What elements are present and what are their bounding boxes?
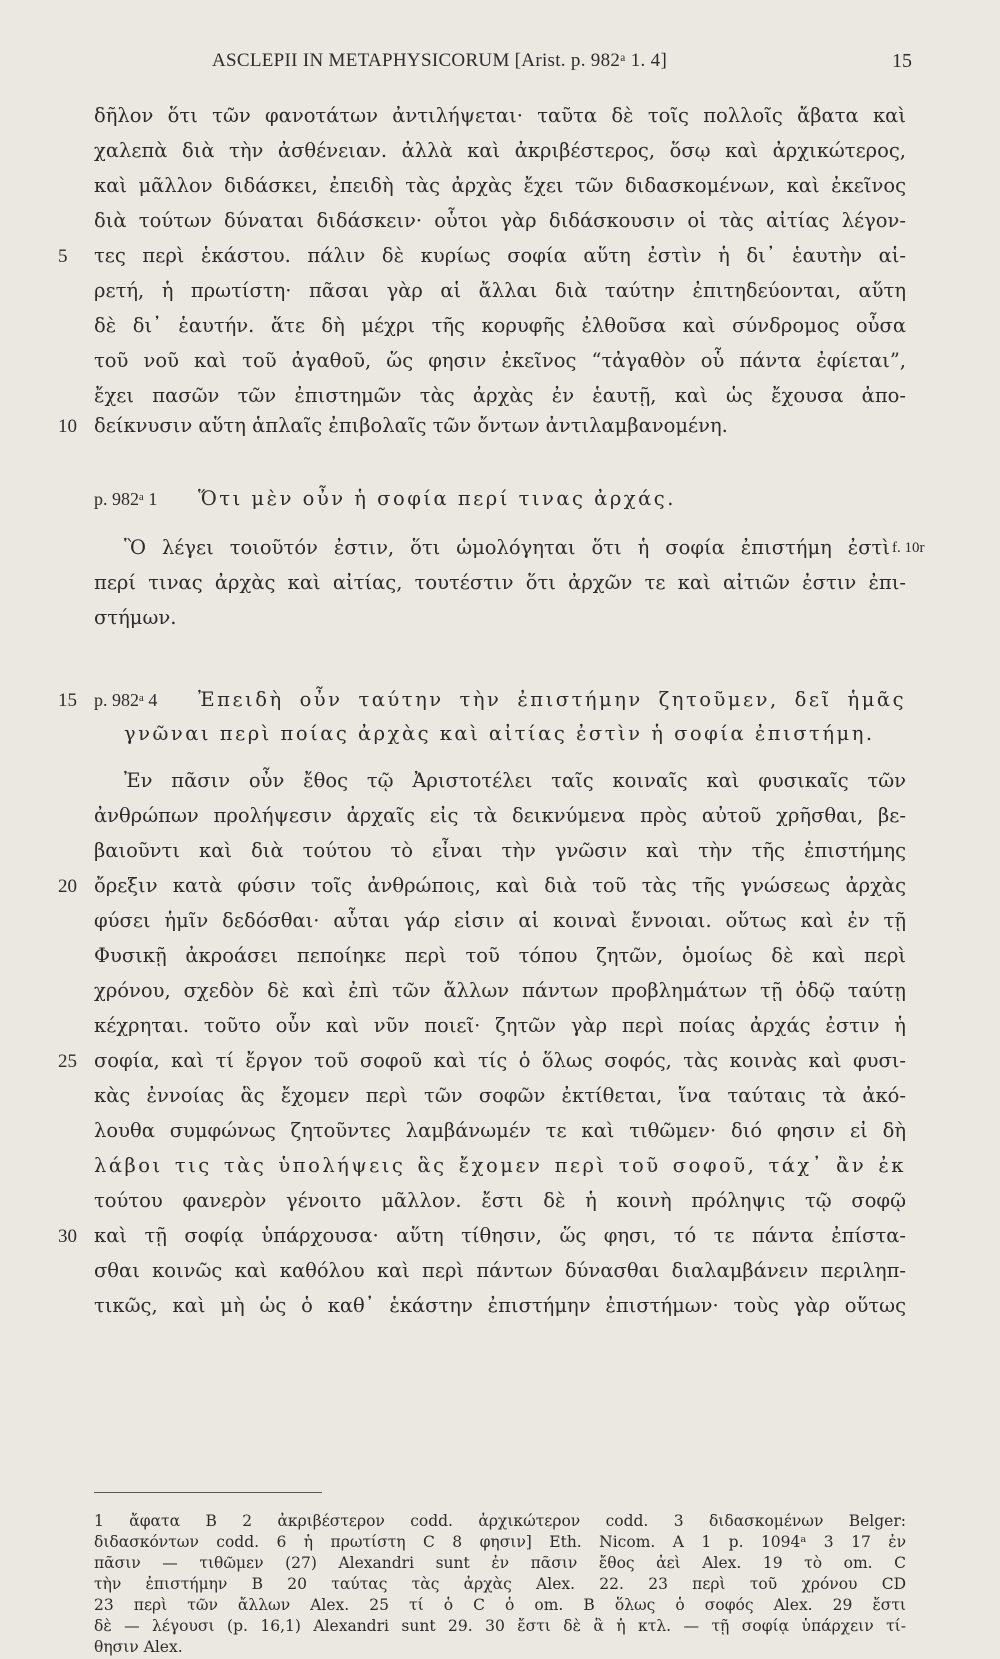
text-line-12: Ὃ λέγει τοιοῦτόν ἐστιν, ὅτι ὡμολόγηται ὅτι ἡ σοφία ἐπιστήμη ἐστὶ <box>124 536 890 559</box>
text-line-20: ὄρεξιν κατὰ φύσιν τοῖς ἀνθρώποις, καὶ διὰ τοῦ τὰς τῆς γνώσεως ἀρχὰς <box>94 874 906 897</box>
line-number-10: 10 <box>58 416 77 437</box>
lemma-1: Ὅτι μὲν οὖν ἡ σοφία περί τινας ἀρχάς. <box>198 487 676 510</box>
text-line-22: Φυσικῇ ἀκροάσει πεποίηκε περὶ τοῦ τόπου ζητῶν, ὁμοίως δὲ καὶ περὶ <box>94 944 906 967</box>
text-line-1: δῆλον ὅτι τῶν φανοτάτων ἀντιλήψεται· ταῦτα δὲ τοῖς πολλοῖς ἄβατα καὶ <box>94 104 906 127</box>
line-number-25: 25 <box>58 1051 77 1072</box>
text-line-9: ἔχει πασῶν τῶν ἐπιστημῶν τὰς ἀρχὰς ἐν ἑαυτῇ, καὶ ὡς ἔχουσα ἀπο- <box>94 384 906 407</box>
line-number-20: 20 <box>58 876 77 897</box>
text-line-32: τικῶς, καὶ μὴ ὡς ὁ καθ᾽ ἑκάστην ἐπιστήμην ἐπιστήμων· τοὺς γὰρ οὕτως <box>94 1294 906 1317</box>
footnote-line-5: 23 περὶ τῶν ἄλλων Alex. 25 τί ὁ C ὁ om. B ὅλως ὁ σοφός Alex. 29 ἔστι <box>94 1596 906 1614</box>
text-line-17: Ἐν πᾶσιν οὖν ἔθος τῷ Ἀριστοτέλει ταῖς κοιναῖς καὶ φυσικαῖς τῶν <box>124 769 906 792</box>
text-line-26: κὰς ἐννοίας ἃς ἔχομεν περὶ τῶν σοφῶν ἐκτίθεται, ἵνα ταύταις τὰ ἀκό- <box>94 1084 906 1107</box>
text-line-5: τες περὶ ἑκάστου. πάλιν δὲ κυρίως σοφία αὕτη ἐστὶν ἡ δι᾽ ἑαυτὴν αἱ- <box>94 244 906 267</box>
footnote-line-4: τὴν ἐπιστήμην B 20 ταύτας τὰς ἀρχὰς Alex. 22. 23 περὶ τοῦ χρόνου CD <box>94 1575 906 1593</box>
text-line-3: καὶ μᾶλλον διδάσκει, ἐπειδὴ τὰς ἀρχὰς ἔχει τῶν διδασκομένων, καὶ ἐκεῖνος <box>94 174 906 197</box>
text-line-21: φύσει ἡμῖν δεδόσθαι· αὗται γάρ εἰσιν αἱ κοιναὶ ἔννοιαι. οὕτως καὶ ἐν τῇ <box>94 909 906 932</box>
text-line-19: βαιοῦντι καὶ διὰ τούτου τὸ εἶναι τὴν γνῶσιν καὶ τὴν τῆς ἐπιστήμης <box>94 839 906 862</box>
text-line-29: τούτου φανερὸν γένοιτο μᾶλλον. ἔστι δὲ ἡ κοινὴ πρόληψις τῷ σοφῷ <box>94 1189 906 1212</box>
text-line-7: δὲ δι᾽ ἑαυτήν. ἅτε δὴ μέχρι τῆς κορυφῆς ἐλθοῦσα καὶ σύνδρομος οὖσα <box>94 314 906 337</box>
footnote-line-6: δὲ — λέγουσι (p. 16,1) Alexandri sunt 29. 30 ἔστι δὲ ἃ ἡ κτλ. — τῇ σοφίᾳ ὑπάρχειν τί- <box>94 1617 906 1635</box>
page-header <box>0 50 1000 80</box>
footnote-line-3: πᾶσιν — τιθῶμεν (27) Alexandri sunt ἐν πᾶσιν ἔθος ἀεὶ Alex. 19 τὸ om. C <box>94 1554 906 1572</box>
footnote-line-7: θησιν Alex. <box>94 1638 183 1656</box>
text-line-14: στήμων. <box>94 606 177 629</box>
running-head: ASCLEPII IN METAPHYSICORUM [Arist. p. 982ᵃ 1. 4] <box>212 50 668 71</box>
line-number-15: 15 <box>58 690 77 711</box>
footnote-line-2: διδασκόντων codd. 6 ἡ πρωτίστη C 8 φησιν] Eth. Nicom. A 1 p. 1094ᵃ 3 17 ἐν <box>94 1533 906 1551</box>
page-number: 15 <box>892 50 912 72</box>
lemma-2-line-2: γνῶναι περὶ ποίας ἀρχὰς καὶ αἰτίας ἐστὶν ἡ σοφία ἐπιστήμη. <box>124 722 875 745</box>
text-line-27: λουθα συμφώνως ζητοῦντες λαμβάνωμέν τε καὶ τιθῶμεν· διό φησιν εἰ δὴ <box>94 1119 906 1142</box>
line-number-5: 5 <box>58 246 68 267</box>
text-line-10: δείκνυσιν αὕτη ἁπλαῖς ἐπιβολαῖς τῶν ὄντων ἀντιλαμβανομένη. <box>94 414 728 437</box>
text-line-31: σθαι κοινῶς καὶ καθόλου καὶ περὶ πάντων δύνασθαι διαλαμβάνειν περιληπ- <box>94 1259 906 1282</box>
text-line-23: χρόνου, σχεδὸν δὲ καὶ ἐπὶ τῶν ἄλλων πάντων προβλημάτων τῇ ὁδῷ ταύτῃ <box>94 979 906 1002</box>
text-line-25: σοφία, καὶ τί ἔργον τοῦ σοφοῦ καὶ τίς ὁ ὅλως σοφός, τὰς κοινὰς καὶ φυσι- <box>94 1049 906 1072</box>
text-line-13: περί τινας ἀρχὰς καὶ αἰτίας, τουτέστιν ὅτι ἀρχῶν τε καὶ αἰτιῶν ἐστιν ἐπι- <box>94 571 906 594</box>
text-line-28: λάβοι τις τὰς ὑπολήψεις ἃς ἔχομεν περὶ τοῦ σοφοῦ, τάχ᾽ ἂν ἐκ <box>94 1154 906 1177</box>
margin-ref-2: p. 982ᵃ 4 <box>94 690 158 710</box>
text-line-30: καὶ τῇ σοφίᾳ ὑπάρχουσα· αὕτη τίθησιν, ὥς φησι, τό τε πάντα ἐπίστα- <box>94 1224 906 1247</box>
text-line-4: διὰ τούτων δύναται διδάσκειν· οὗτοι γὰρ διδάσκουσιν οἱ τὰς αἰτίας λέγον- <box>94 209 906 232</box>
margin-ref-1: p. 982ᵃ 1 <box>94 489 158 509</box>
text-line-24: κέχρηται. τοῦτο οὖν καὶ νῦν ποιεῖ· ζητῶν γὰρ περὶ ποίας ἀρχάς ἐστιν ἡ <box>94 1014 906 1037</box>
text-line-18: ἀνθρώπων προλήψεσιν ἀρχαῖς εἰς τὰ δεικνύμενα πρὸς αὐτοῦ χρῆσθαι, βε- <box>94 804 906 827</box>
footnote-line-1: 1 ἄφατα B 2 ἀκριβέστερον codd. ἀρχικώτερον codd. 3 διδασκομένων Belger: <box>94 1512 906 1530</box>
folio-note: f. 10r <box>892 540 925 556</box>
text-line-2: χαλεπὰ διὰ τὴν ἀσθένειαν. ἀλλὰ καὶ ἀκριβέστερος, ὅσῳ καὶ ἀρχικώτερος, <box>94 139 906 162</box>
footnote-separator <box>94 1492 322 1493</box>
text-line-8: τοῦ νοῦ καὶ τοῦ ἀγαθοῦ, ὥς φησιν ἐκεῖνος “τἀγαθὸν οὗ πάντα ἐφίεται”, <box>94 349 906 372</box>
lemma-2-line-1: Ἐπειδὴ οὖν ταύτην τὴν ἐπιστήμην ζητοῦμεν, δεῖ ἡμᾶς <box>198 688 906 711</box>
text-line-6: ρετή, ἡ πρωτίστη· πᾶσαι γὰρ αἱ ἄλλαι διὰ ταύτην ἐπιτηδεύονται, αὕτη <box>94 279 906 302</box>
line-number-30: 30 <box>58 1226 77 1247</box>
